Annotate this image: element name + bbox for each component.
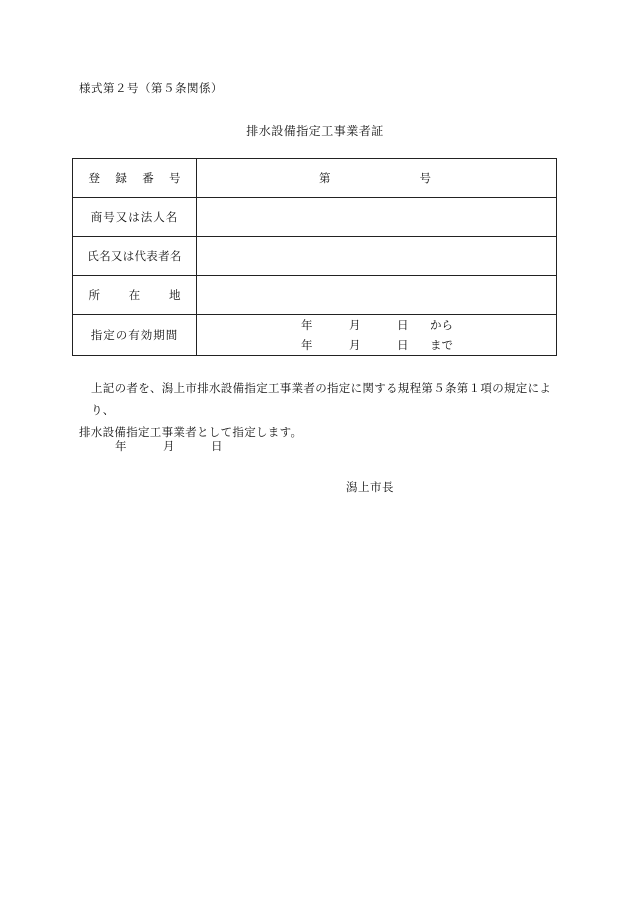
body-line: 排水設備指定工事業者として指定します。 [79,425,303,439]
table-row-address [73,276,557,315]
table-row-trade-name [73,198,557,237]
document-title: 排水設備指定工事業者証 [246,124,384,138]
validity-period-label: 指定の有効期間 [73,315,197,356]
reg-prefix: 第 [319,171,331,185]
label-char: 地 [169,288,181,302]
trade-name-value [197,198,557,237]
representative-name-value [197,237,557,276]
label-char: 登 [88,171,106,185]
label-char: 番 [142,171,160,185]
table-row-name [73,237,557,276]
issue-day: 日 [211,439,223,453]
address-value [197,276,557,315]
period-from-line: 年 月 日 から [301,318,453,332]
table-row-period [73,315,557,356]
registration-number-value [197,159,557,198]
body-line: 上記の者を、潟上市排水設備指定工事業者の指定に関する規程第５条第１項の規定により、 [91,381,552,417]
body-paragraph [79,377,569,443]
validity-period-value [197,315,557,356]
issuer-name: 潟上市長 [346,480,394,494]
certificate-table [72,158,557,356]
representative-name-label: 氏名又は代表者名 [73,237,197,276]
label-char: 録 [115,171,133,185]
form-number: 様式第２号（第５条関係） [79,81,223,95]
trade-name-label: 商号又は法人名 [73,198,197,237]
issue-month: 月 [163,439,175,453]
period-to-line: 年 月 日 まで [301,338,453,352]
issue-date [115,438,223,454]
label-char: 号 [169,171,181,185]
reg-suffix: 号 [419,171,431,185]
label-char: 在 [128,288,153,302]
table-row-registration [73,159,557,198]
issue-year: 年 [115,439,127,453]
address-label [73,276,197,315]
label-char: 所 [88,288,113,302]
registration-number-label [73,159,197,198]
